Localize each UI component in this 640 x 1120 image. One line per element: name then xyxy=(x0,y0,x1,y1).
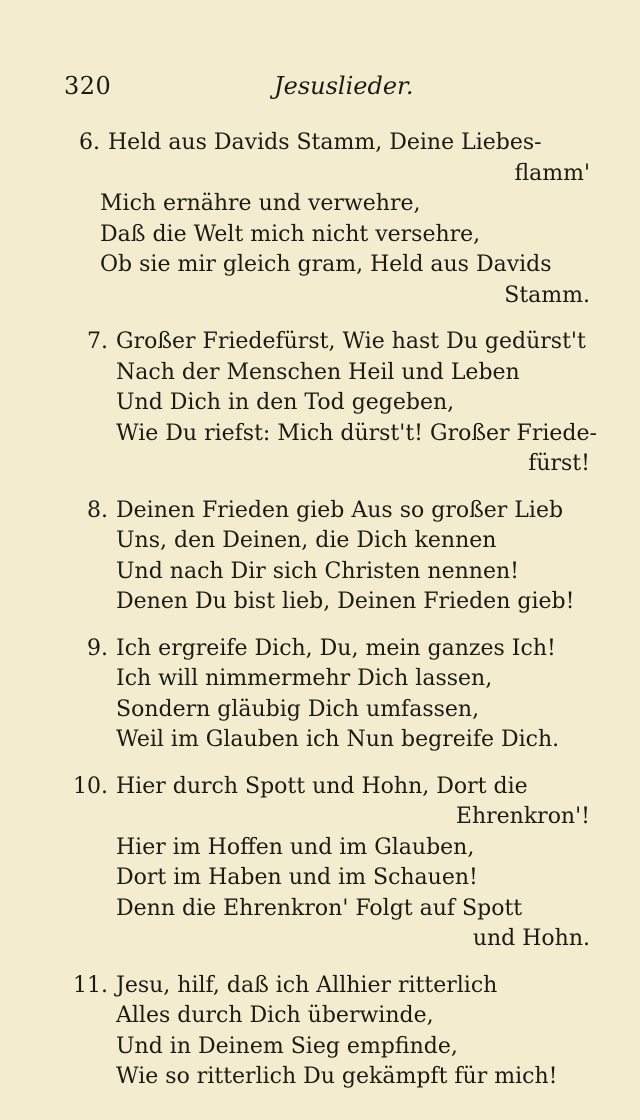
verse-line: Wie Du riefst: Mich dürst't! Großer Friede- xyxy=(116,420,597,446)
verse-line: Nach der Menschen Heil und Leben xyxy=(116,359,520,385)
verse-line: Dort im Haben und im Schauen! xyxy=(116,865,478,890)
verse-line: Ob sie mir gleich gram, Held aus Davids xyxy=(100,252,552,277)
page-header xyxy=(64,72,584,106)
verse-line: 9. Ich ergreife Dich, Du, mein ganzes Ich! xyxy=(64,634,600,665)
verse-line: Sondern gläubig Dich umfassen, xyxy=(116,696,480,722)
verse-line-continuation: Ehrenkron'! xyxy=(455,804,590,829)
verse-line: Denn die Ehrenkron' Folgt auf Spott xyxy=(116,895,523,921)
verse-number: 9. xyxy=(87,635,108,661)
verse-line: Alles durch Dich überwinde, xyxy=(116,1003,434,1028)
verse-line: 6. Held aus Davids Stamm, Deine Liebes- xyxy=(64,128,600,159)
verse-line: Uns, den Deinen, die Dich kennen xyxy=(116,528,497,553)
verse-number: 8. xyxy=(87,497,108,523)
verse-8 xyxy=(64,496,600,618)
verse-line: Wie so ritterlich Du gekämpft für mich! xyxy=(116,1064,558,1089)
verse-line-continuation: flamm' xyxy=(514,160,590,186)
verse-6 xyxy=(64,128,600,311)
verse-number: 11. xyxy=(73,972,108,998)
verse-10 xyxy=(64,772,600,955)
running-title: Jesuslieder. xyxy=(274,72,414,100)
verse-number: 10. xyxy=(73,773,108,799)
verse-line: Ich will nimmermehr Dich lassen, xyxy=(116,666,493,691)
verse-line: Und in Deinem Sieg empfinde, xyxy=(116,1033,458,1059)
verse-line: 10. Hier durch Spott und Hohn, Dort die xyxy=(64,772,600,803)
verse-line: Weil im Glauben ich Nun begreife Dich. xyxy=(116,727,560,752)
page-number: 320 xyxy=(64,72,112,100)
verse-line: Hier im Hoffen und im Glauben, xyxy=(116,834,475,860)
verse-line: Mich ernähre und verwehre, xyxy=(100,191,421,216)
verse-line-continuation: fürst! xyxy=(528,451,590,476)
verse-line: Und Dich in den Tod gegeben, xyxy=(116,390,455,415)
verse-line-continuation: und Hohn. xyxy=(472,926,590,951)
verse-number: 7. xyxy=(87,329,108,354)
verse-9 xyxy=(64,634,600,756)
verse-number: 6. xyxy=(79,130,100,155)
verse-line: 11. Jesu, hilf, daß ich Allhier ritterlich xyxy=(64,971,600,1002)
verse-line: Und nach Dir sich Christen nennen! xyxy=(116,558,519,584)
verse-line: Daß die Welt mich nicht versehre, xyxy=(100,221,481,247)
verse-11 xyxy=(64,971,600,1093)
verse-line: Denen Du bist lieb, Deinen Frieden gieb! xyxy=(116,589,575,614)
verse-7 xyxy=(64,327,600,480)
verse-line: 7. Großer Friedefürst, Wie hast Du gedürst't xyxy=(64,327,600,358)
verses-body xyxy=(64,128,600,1109)
verse-line: 8. Deinen Frieden gieb Aus so großer Lieb xyxy=(64,496,600,527)
verse-line-continuation: Stamm. xyxy=(504,282,590,308)
